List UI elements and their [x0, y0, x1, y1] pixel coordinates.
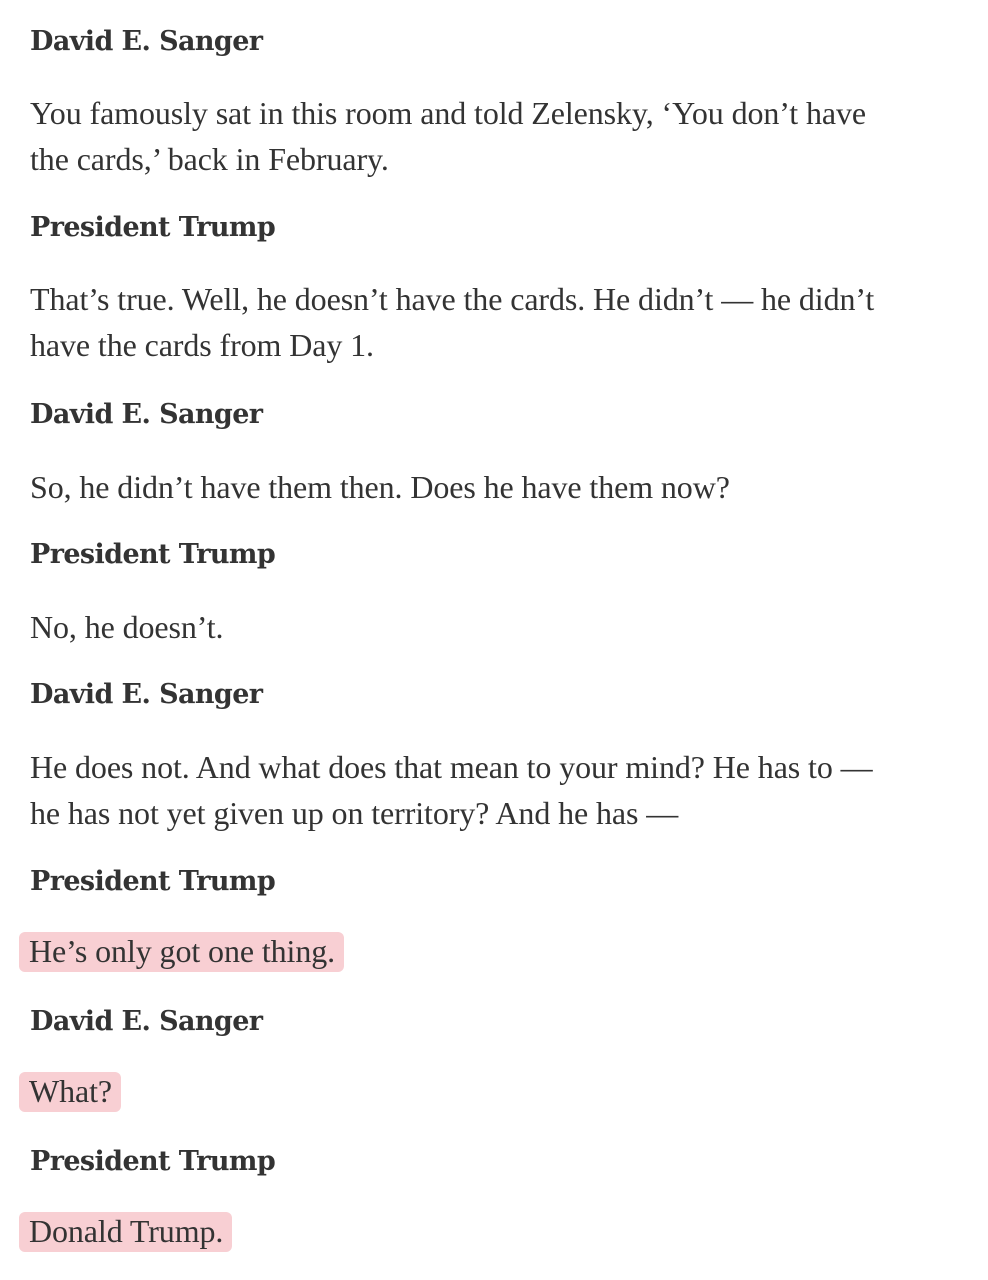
speech-line: No, he doesn’t.: [30, 609, 224, 645]
highlight-mark: What?: [19, 1072, 121, 1112]
speech-line: That’s true. Well, he doesn’t have the cards. He didn’t — he didn’t: [30, 281, 875, 317]
highlighted-speech-line: [30, 1073, 121, 1110]
speaker-name: David E. Sanger: [30, 1006, 263, 1037]
speech-line: he has not yet given up on territory? And he has —: [30, 795, 679, 831]
highlighted-speech-line: [30, 933, 344, 970]
speech-line: the cards,’ back in February.: [30, 141, 389, 177]
speaker-name: David E. Sanger: [30, 26, 263, 57]
speaker-name: David E. Sanger: [30, 399, 263, 430]
speaker-name: President Trump: [30, 212, 276, 243]
speech-line: You famously sat in this room and told Zelensky, ‘You don’t have: [30, 95, 866, 131]
speaker-name: David E. Sanger: [30, 679, 263, 710]
speech-line: He does not. And what does that mean to your mind? He has to —: [30, 749, 873, 785]
speech-line: have the cards from Day 1.: [30, 327, 374, 363]
speaker-name: President Trump: [30, 539, 276, 570]
speech-line: So, he didn’t have them then. Does he have them now?: [30, 469, 730, 505]
highlight-mark: He’s only got one thing.: [19, 932, 344, 972]
highlight-mark: Donald Trump.: [19, 1212, 232, 1252]
speaker-name: President Trump: [30, 1146, 276, 1177]
speaker-name: President Trump: [30, 866, 276, 897]
highlighted-speech-line: [30, 1213, 232, 1250]
